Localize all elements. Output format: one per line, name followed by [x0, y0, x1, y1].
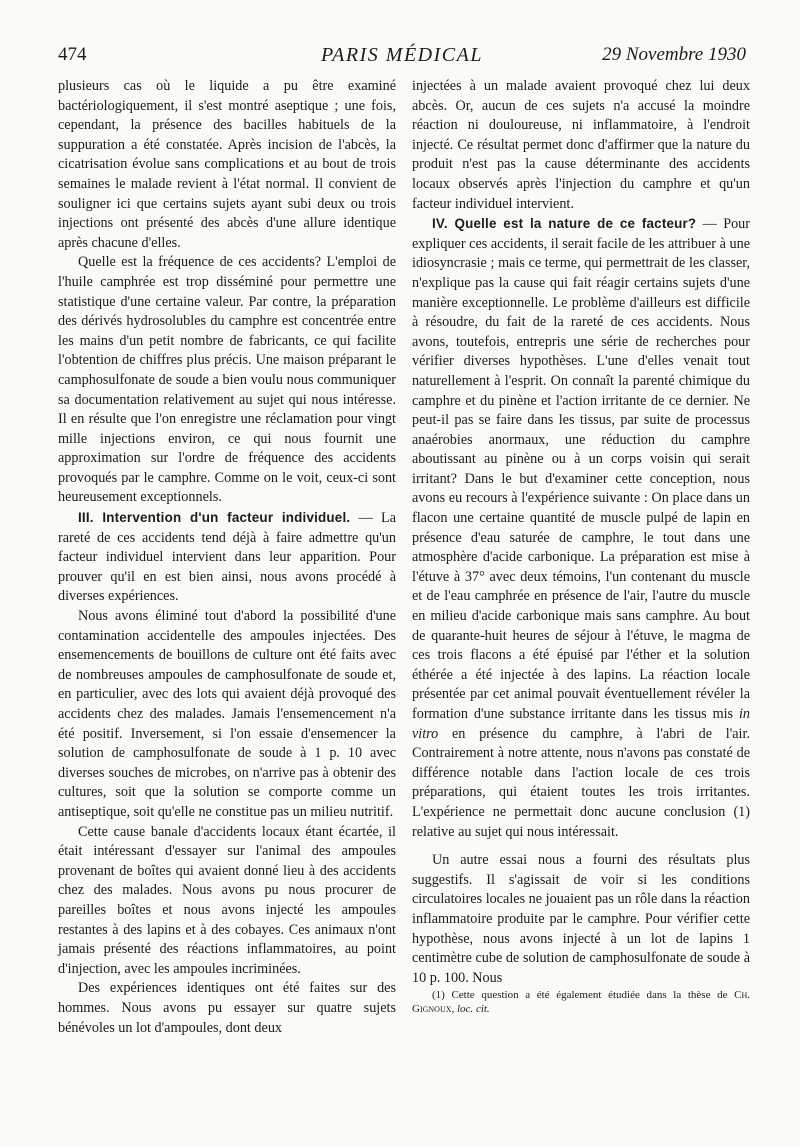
section-text: — La rareté de ces accidents tend déjà à faire admettre qu'un facteur individuel intervient dans leur apparition. Pour prouver qu'il en est bien ainsi, nous avons procédé à diverses expériences. [58, 510, 397, 605]
section-text-end: en présence du camphre, à l'abri de l'air. Contrairement à notre attente, nous n'avons pas constaté de différence notable dans l'action locale de ces trois préparations, qui étaient toutes les trois irritantes. L'expérience ne permettait donc aucune conclusion (1) relative au sujet qui nous intéressait. [412, 725, 750, 840]
section-4 [412, 214, 750, 842]
page-number: 474 [58, 44, 87, 65]
footnote-author: Ch. Gignoux [412, 989, 750, 1016]
paragraph: Nous avons éliminé tout d'abord la possibilité d'une contamination accidentelle des ampoules injectées. Des ensemencements de bouillons de culture ont été faits avec de nombreuses ampoules de camphosulfonate de soude et, en particulier, avec des lots qui avaient déjà provoqué des accidents chez des malades. Jamais l'ensemencement n'a été positif. Inversement, si l'on essaie d'ensemencer la solution de camphosulfonate de soude à 1 p. 10 avec diverses souches de microbes, on n'arrive pas à obtenir des cultures, soit que la solution se comporte comme un antiseptique, soit qu'elle ne constitue pas un milieu nutritif. [58, 608, 396, 820]
journal-title: PARIS MÉDICAL [321, 44, 483, 66]
italic-term: in vitro [412, 706, 750, 742]
paragraph: Des expériences identiques ont été faites sur des hommes. Nous avons pu essayer sur quatre sujets bénévoles un lot d'ampoules, dont deux [58, 980, 396, 1036]
right-column [412, 77, 750, 1016]
paragraph: Quelle est la fréquence de ces accidents? L'emploi de l'huile camphrée est trop disséminé pour permettre une statistique d'une certaine valeur. Par contre, la préparation des dérivés hydrosolubles du camphre est concentrée entre les mains d'un petit nombre de fabricants, ce qui facilite l'obtention de chiffres plus précis. Une maison préparant le camphosulfonate de soude a bien voulu nous communiquer sa documentation relativement au sujet qui nous intéresse. Il en résulte que l'on enregistre une réclamation pour vingt mille injections environ, ce qui nous fournit une approximation sur l'ordre de fréquence des accidents provoqués par le camphre. Comme on le voit, ceux-ci sont heureusement exceptionnels. [58, 254, 396, 506]
footnote-text: (1) Cette question a été également étudiée dans la thèse de [432, 989, 735, 1002]
page-header [58, 44, 746, 74]
section-3 [58, 508, 396, 607]
paragraph: Un autre essai nous a fourni des résultats plus suggestifs. Il s'agissait de voir si les conditions circulatoires locales ne jouaient pas un rôle dans la réaction inflammatoire produite par le camphre. Pour vérifier cette hypothèse, nous avons injecté à un lot de lapins 1 centimètre cube de solution de camphosulfonate de soude à 10 p. 100. Nous [412, 852, 750, 986]
section-text: — Pour expliquer ces accidents, il serait facile de les attribuer à une idiosyncrasie ; mais ce terme, qui permettrait de les classer, n'explique pas la cause qui fait réagir certains sujets d'une manière exceptionnelle. Le problème d'ailleurs est difficile à résoudre, du fait de la rareté de ces accidents. Nous avons, toutefois, entrepris une série de recherches pour vérifier diverses hypothèses. L'une d'elles venait tout naturellement à l'esprit. On connaît la parenté chimique du camphre et du pinène et l'action irritante de ce dernier. Ne peut-il pas se faire dans les tissus, par suite de processus anaérobies anormaux, une réduction du camphre aboutissant au pinène ou à un corps voisin qui serait irritant? Dans le but d'examiner cette conception, nous avons eu recours à l'expérience suivante : On place dans un flacon une certaine quantité de muscle pulpé de lapin en présence d'eau saturée de camphre, le tout dans une atmosphère d'acide carbonique. La préparation est mise à l'étuve à 37° avec deux témoins, l'un contenant du muscle et de l'eau camphrée en présence de l'air, l'autre du muscle en milieu d'acide carbonique mais sans camphre. Au bout de quarante-huit heures de séjour à l'étuve, le magma de ces trois flacons a été épuisé par l'éther et la solution éthérée a été injectée à des lapins. La réaction locale présentée par cet animal pouvait éventuellement révéler la formation d'une substance irritante dans les tissus mis [412, 216, 750, 722]
footnote-ref: , loc. cit. [451, 1003, 490, 1016]
section-heading: IV. Quelle est la nature de ce facteur? [432, 216, 697, 232]
left-column [58, 77, 396, 1038]
issue-date: 29 Novembre 1930 [602, 44, 746, 65]
paragraph: plusieurs cas où le liquide a pu être examiné bactériologiquement, il s'est montré aseptique ; une fois, cependant, la présence des bacilles habituels de la suppuration a été constatée. Après incision de l'abcès, la cicatrisation évolue sans complications et au bout de trois semaines le malade revient à l'état normal. Il convient de souligner ici que certains sujets ayant subi deux ou trois injections ont présenté des abcès d'une allure identique après chacune d'elles. [58, 78, 396, 251]
paragraph: injectées à un malade avaient provoqué chez lui deux abcès. Or, aucun de ces sujets n'a accusé la moindre réaction ni douloureuse, ni inflammatoire, à l'endroit injecté. Ce résultat permet donc d'affirmer que la nature du produit n'est pas la cause déterminante des accidents locaux observés après l'injection du camphre et qu'un facteur individuel intervient. [412, 78, 750, 212]
footnote [412, 988, 750, 1016]
paragraph: Cette cause banale d'accidents locaux étant écartée, il était intéressant d'essayer sur l'animal des ampoules provenant de boîtes qui avaient donné lieu à des accidents chez des malades. Nous avons pu nous procurer de pareilles boîtes et nous avons injecté les ampoules restantes à des lapins et à des cobayes. Ces animaux n'ont jamais présenté des réactions inflammatoires, au point d'injection, avec les ampoules incriminées. [58, 823, 396, 977]
section-heading: III. Intervention d'un facteur individuel. [78, 510, 351, 526]
